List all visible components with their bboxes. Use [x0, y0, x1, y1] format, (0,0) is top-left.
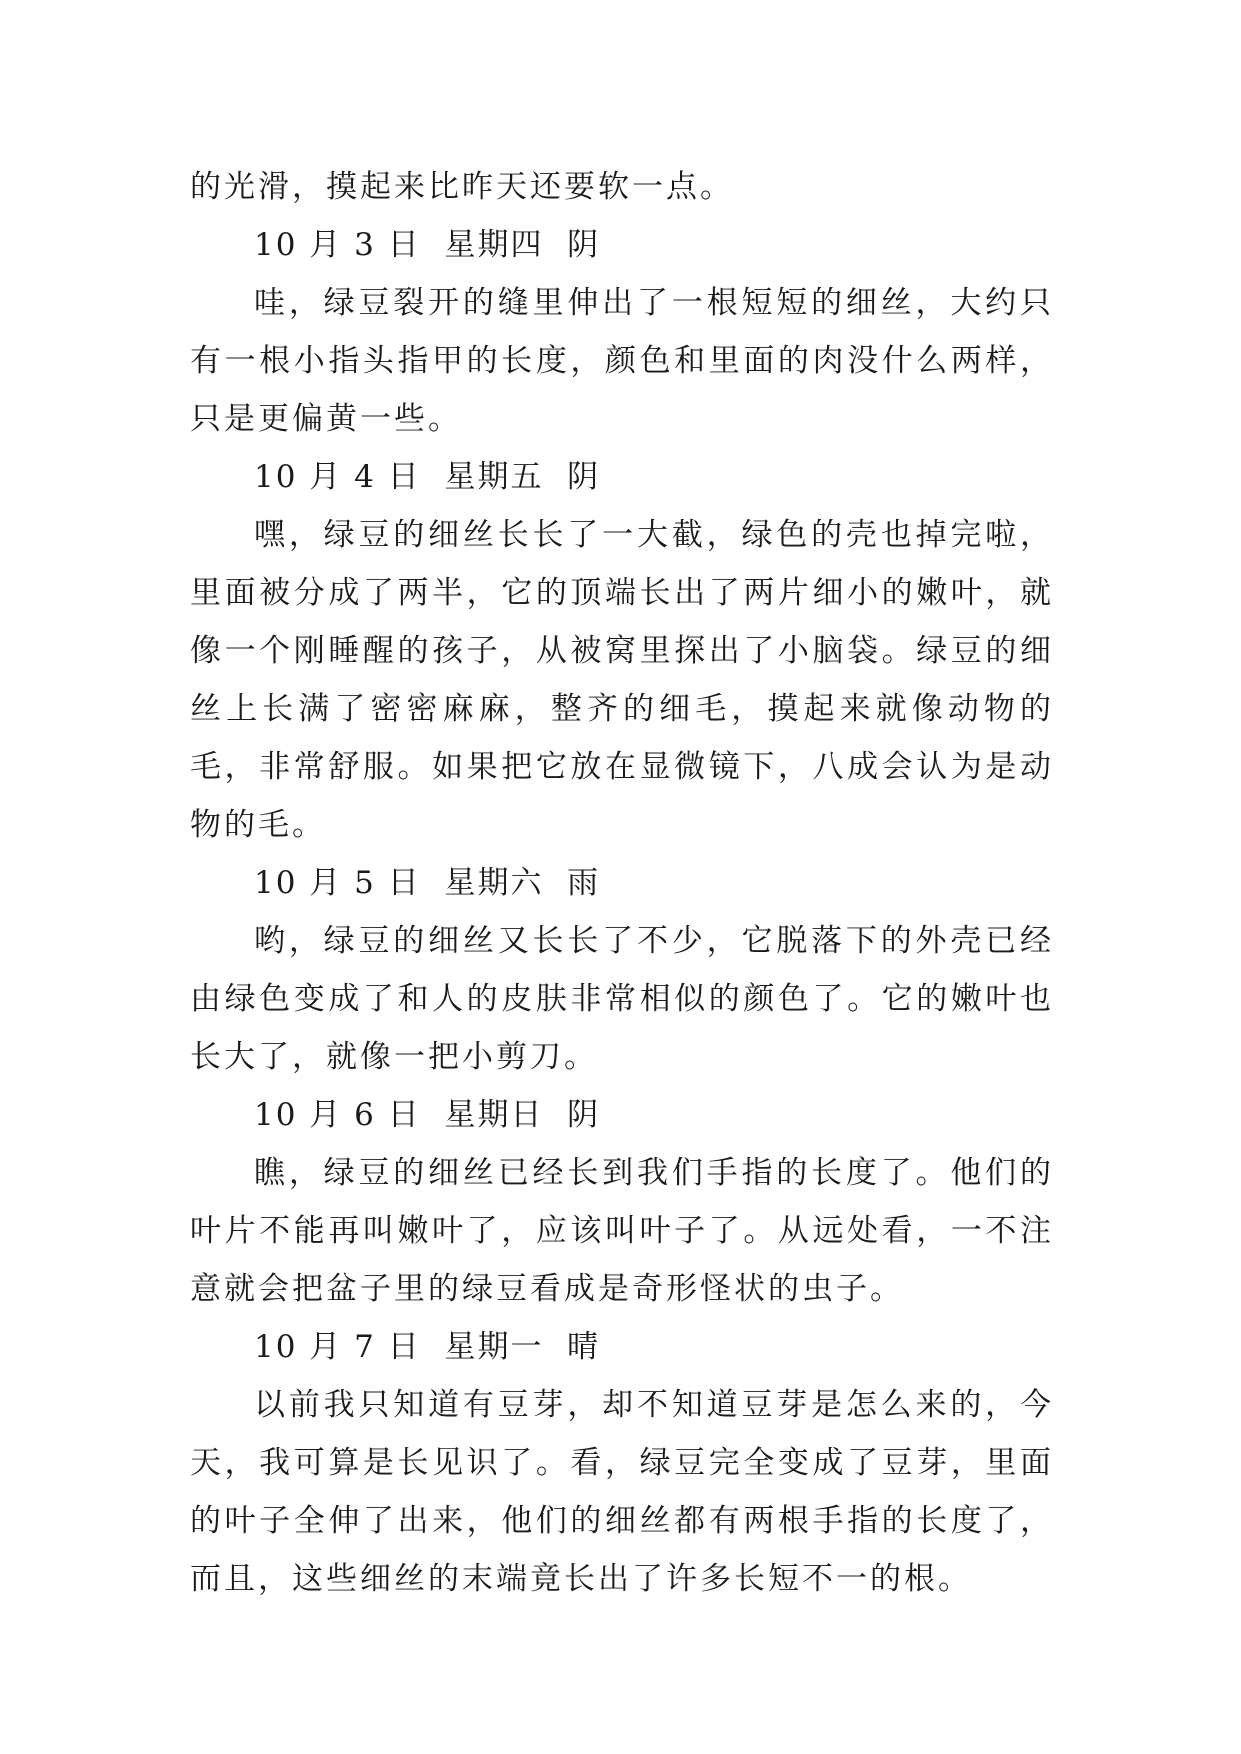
paragraph-continuation: 的光滑，摸起来比昨天还要软一点。	[190, 169, 734, 205]
diary-date-oct-4: 10 月 4 日 星期五 阴	[254, 459, 601, 495]
diary-date-oct-3: 10 月 3 日 星期四 阴	[254, 227, 601, 263]
paragraph-oct-7: 以前我只知道有豆芽，却不知道豆芽是怎么来的，今天，我可算是长见识了。看，绿豆完全变成了豆芽，里面的叶子全伸了出来，他们的细丝都有两根手指的长度了，而且，这些细丝的末端竟长出了许多长短不一的根。	[190, 1387, 1054, 1597]
diary-date-oct-7: 10 月 7 日 星期一 晴	[254, 1329, 601, 1365]
diary-date-oct-6: 10 月 6 日 星期日 阴	[254, 1097, 601, 1133]
paragraph-oct-3: 哇，绿豆裂开的缝里伸出了一根短短的细丝，大约只有一根小指头指甲的长度，颜色和里面的肉没什么两样，只是更偏黄一些。	[190, 285, 1054, 437]
paragraph-oct-6: 瞧，绿豆的细丝已经长到我们手指的长度了。他们的叶片不能再叫嫩叶了，应该叫叶子了。从远处看，一不注意就会把盆子里的绿豆看成是奇形怪状的虫子。	[190, 1155, 1054, 1307]
paragraph-oct-4: 嘿，绿豆的细丝长长了一大截，绿色的壳也掉完啦，里面被分成了两半，它的顶端长出了两片细小的嫩叶，就像一个刚睡醒的孩子，从被窝里探出了小脑袋。绿豆的细丝上长满了密密麻麻，整齐的细毛，摸起来就像动物的毛，非常舒服。如果把它放在显微镜下，八成会认为是动物的毛。	[190, 517, 1054, 843]
document-body	[190, 158, 1054, 1608]
paragraph-oct-5: 哟，绿豆的细丝又长长了不少，它脱落下的外壳已经由绿色变成了和人的皮肤非常相似的颜色了。它的嫩叶也长大了，就像一把小剪刀。	[190, 923, 1054, 1075]
diary-date-oct-5: 10 月 5 日 星期六 雨	[254, 865, 601, 901]
